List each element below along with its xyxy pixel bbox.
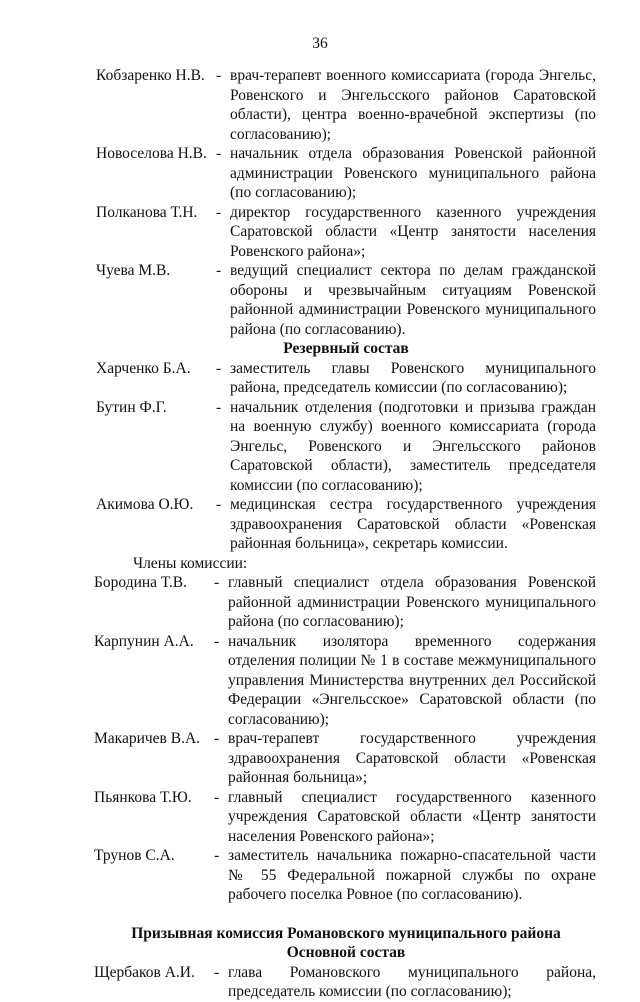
member-position: начальник отделения (подготовки и призыва граждан на военную службу) военного комиссариата (города Энгельс, Ровенского и Энгельсского районов Саратовской области), заместитель председателя комиссии (по согласованию); — [230, 398, 596, 494]
dash: - — [216, 203, 222, 221]
member-position: врач-терапевт государственного учреждения здравоохранения Саратовской области «Ровенская районная больница»; — [228, 730, 596, 786]
romanovsky-heading: Призывная комиссия Романовского муниципального района — [131, 924, 561, 942]
dash: - — [214, 730, 220, 747]
dash: - — [214, 963, 220, 981]
member-position: врач-терапевт военного комиссариата (города Энгельс, Ровенского и Энгельсского районов Саратовской области), центра военно-врачебной экспертизы (по согласованию); — [230, 67, 596, 143]
dash: - — [216, 359, 222, 377]
member-position: директор государственного казенного учреждения Саратовской области «Центр занятости населения Ровенского района»; — [230, 203, 596, 260]
list-item — [96, 66, 596, 144]
list-item — [96, 144, 596, 203]
list-item — [96, 632, 596, 730]
dash: - — [216, 262, 222, 279]
reserve-list — [96, 359, 596, 554]
dash: - — [214, 632, 220, 650]
member-name: Кобзаренко Н.В. — [96, 67, 205, 84]
member-name: Пьянкова Т.Ю. — [94, 788, 192, 806]
list-item — [96, 495, 596, 554]
member-position: заместитель главы Ровенского муниципального района, председатель комиссии (по согласованию); — [230, 359, 596, 396]
member-name: Акимова О.Ю. — [96, 496, 194, 513]
member-name: Карпунин А.А. — [94, 632, 194, 650]
list-item — [96, 573, 596, 632]
dash: - — [214, 574, 220, 591]
dash: - — [214, 847, 220, 864]
list-item — [96, 963, 596, 1002]
list-item — [96, 359, 596, 398]
member-position: заместитель начальника пожарно-спасательной части № 55 Федеральной пожарной службы по охране рабочего поселка Ровное (по согласованию). — [228, 847, 596, 903]
dash: - — [216, 398, 222, 416]
member-position: ведущий специалист сектора по делам гражданской обороны и чрезвычайным ситуациям Ровенской районной администрации Ровенского муниципального района (по согласованию). — [230, 262, 596, 338]
list-item — [96, 398, 596, 496]
list-item — [96, 788, 596, 847]
dash: - — [216, 67, 222, 84]
dash: - — [216, 496, 222, 513]
reserve-heading: Резервный состав — [283, 340, 409, 357]
member-position: медицинская сестра государственного учреждения здравоохранения Саратовской области «Ровенская районная больница», секретарь комиссии. — [230, 496, 596, 552]
member-name: Макаричев В.А. — [94, 730, 201, 747]
member-name: Бородина Т.В. — [94, 574, 187, 591]
romanovsky-subheading: Основной состав — [286, 944, 406, 961]
member-position: начальник отдела образования Ровенской районной администрации Ровенского муниципального района (по согласованию); — [230, 145, 596, 201]
member-position: начальник изолятора временного содержания отделения полиции № 1 в составе межмуниципального управления Министерства внутренних дел Российской Федерации «Энгельсское» Саратовской области (по согласованию); — [228, 632, 596, 728]
member-name: Трунов С.А. — [94, 847, 175, 864]
member-name: Харченко Б.А. — [96, 359, 191, 377]
members-label: Члены комиссии: — [133, 554, 248, 572]
list-item — [96, 203, 596, 262]
member-position: главный специалист отдела образования Ровенской районной администрации Ровенского муниципального района (по согласованию); — [228, 574, 596, 630]
document-body — [96, 66, 596, 1002]
member-name: Щербаков А.И. — [94, 963, 195, 981]
list-item — [96, 846, 596, 905]
member-name: Полканова Т.Н. — [96, 203, 198, 221]
member-name: Бутин Ф.Г. — [96, 398, 167, 416]
member-name: Новоселова Н.В. — [96, 145, 207, 162]
main-composition-list — [96, 66, 596, 339]
page-number: 36 — [312, 35, 328, 52]
romanovsky-list — [96, 963, 596, 1002]
dash: - — [214, 788, 220, 806]
reserve-members-list — [96, 573, 596, 905]
list-item — [96, 261, 596, 339]
dash: - — [216, 145, 222, 162]
member-position: глава Романовского муниципального района, председатель комиссии (по согласованию); — [228, 963, 596, 1000]
member-position: главный специалист государственного казенного учреждения Саратовской области «Центр занятости населения Ровенского района»; — [228, 788, 596, 845]
member-name: Чуева М.В. — [96, 262, 171, 279]
list-item — [96, 729, 596, 788]
